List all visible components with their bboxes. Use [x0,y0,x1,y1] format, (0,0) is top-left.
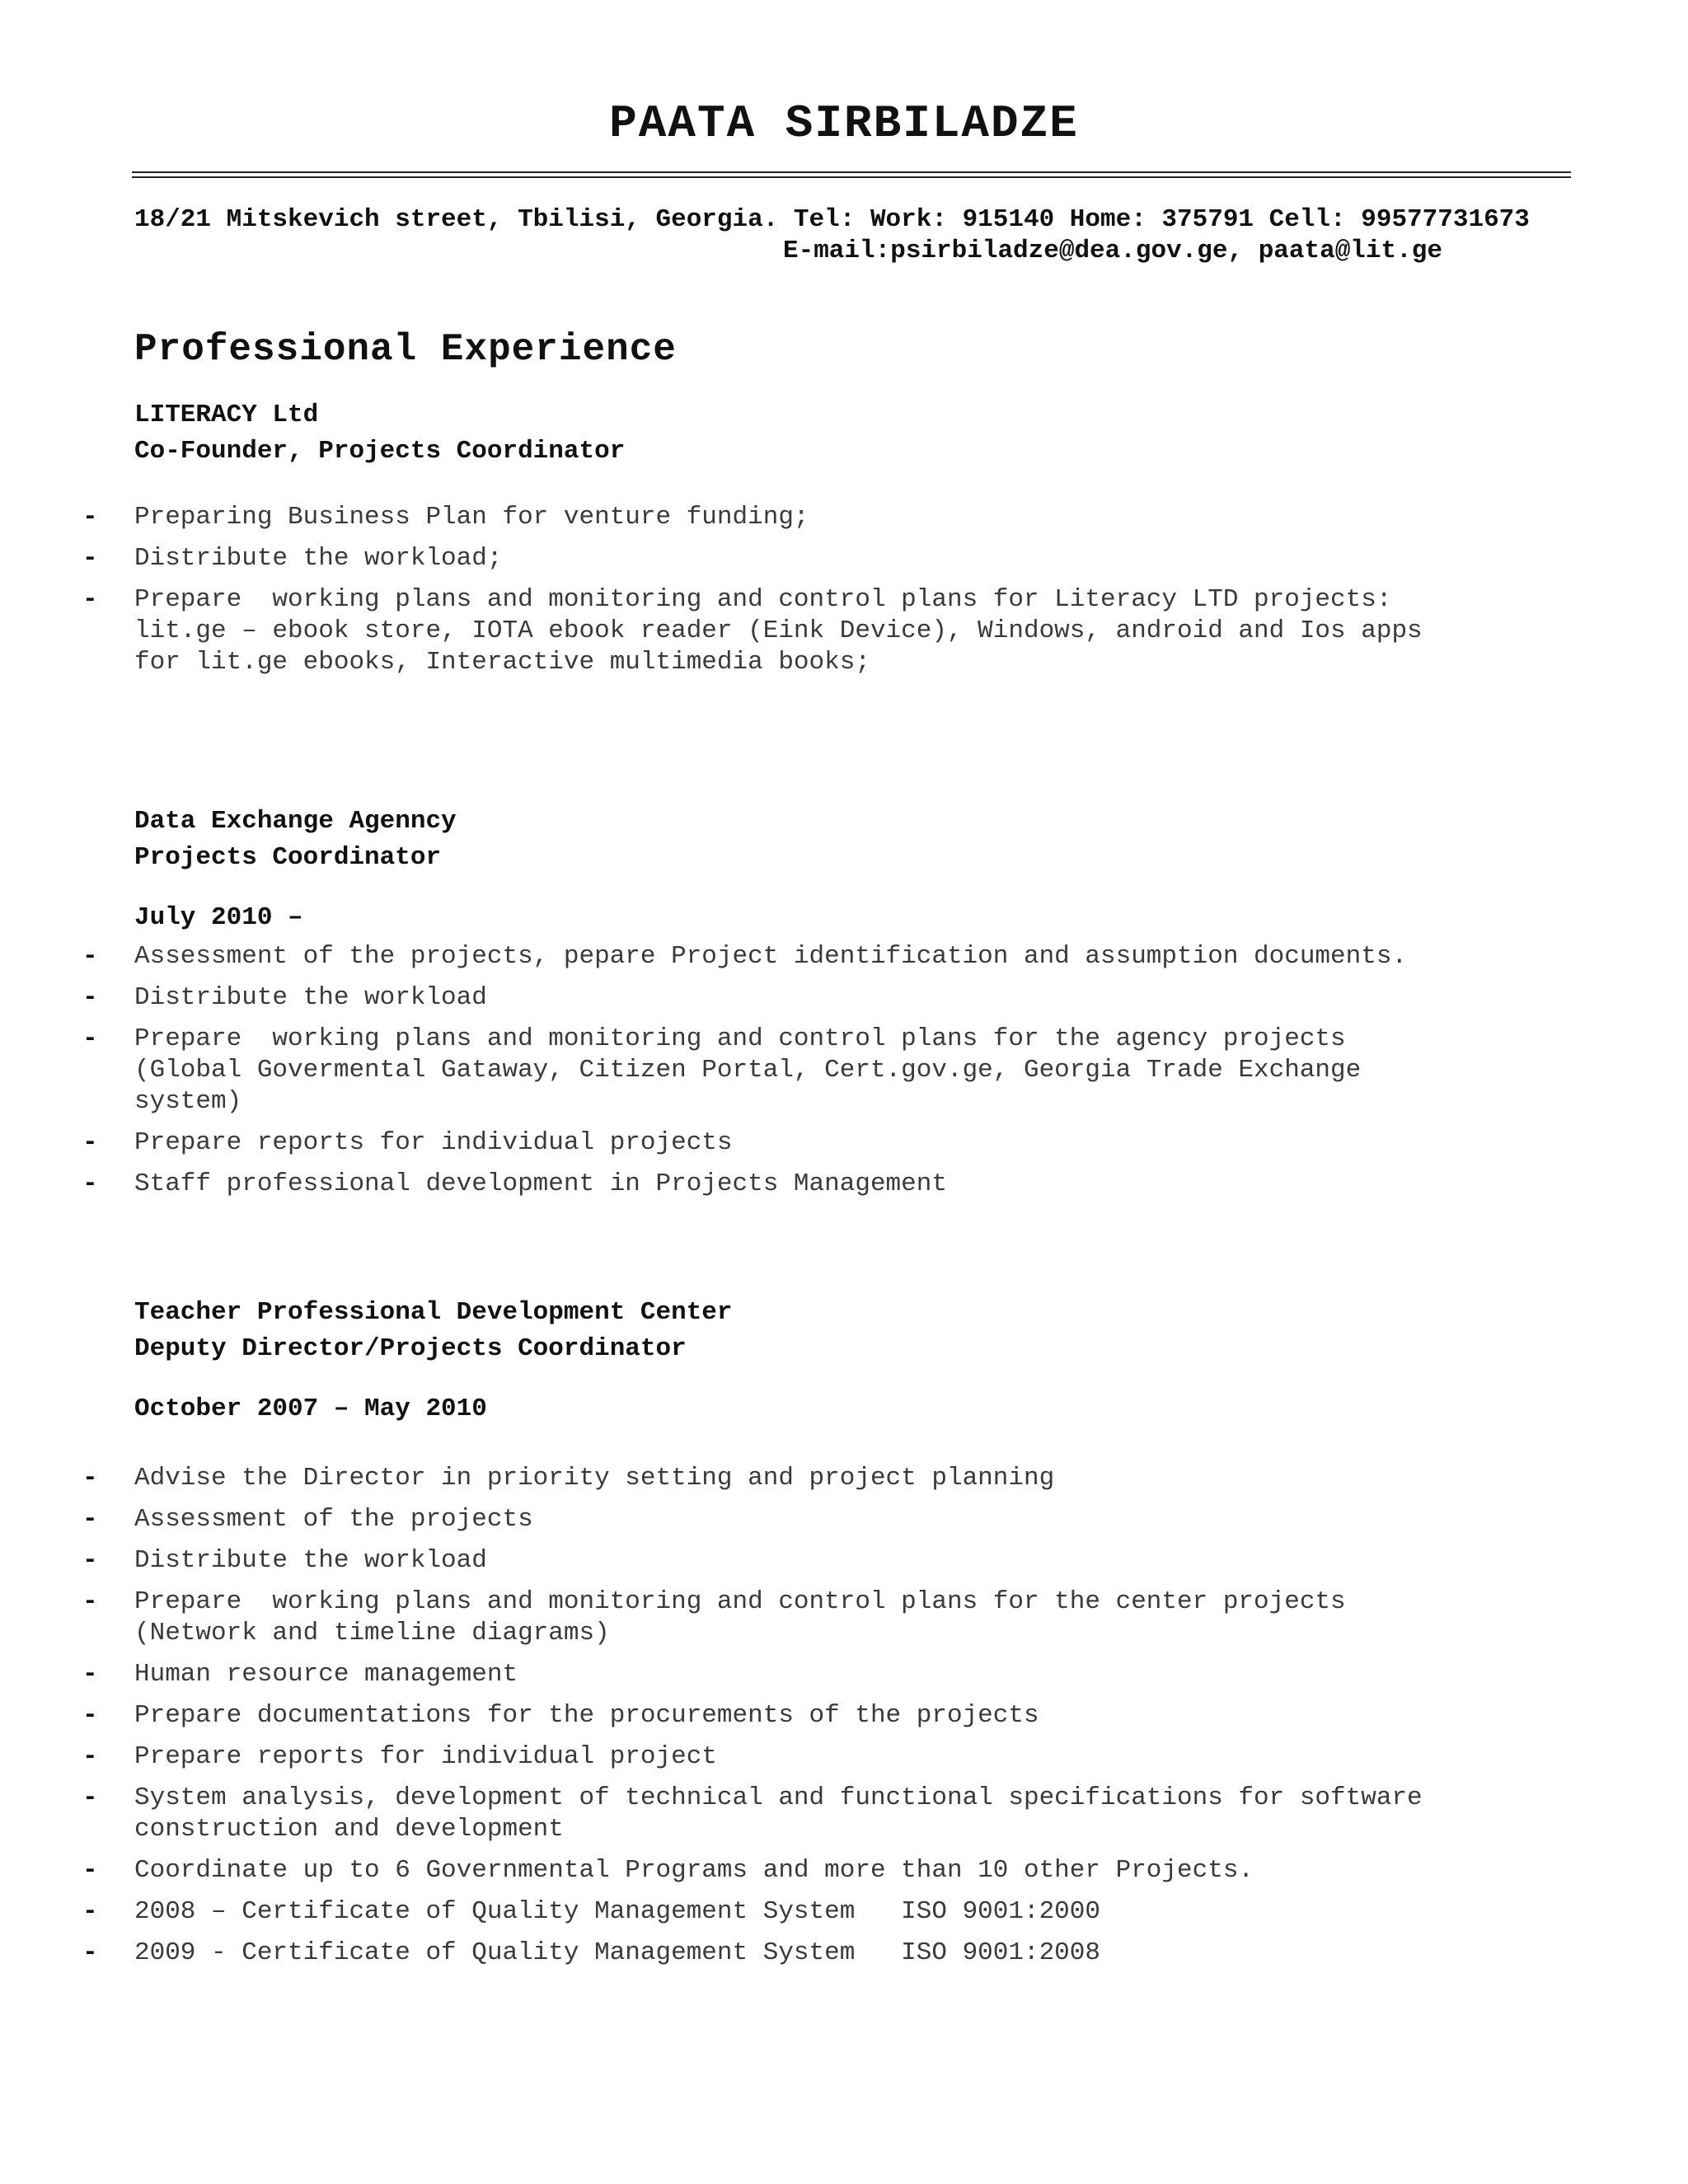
header-divider-top [132,171,1571,173]
list-item [0,543,1688,574]
duty-text: Distribute the workload [134,983,487,1012]
bullet-dash: - [82,1783,98,1812]
list-item [0,941,1688,972]
duty-text: 2009 - Certificate of Quality Management System ISO 9001:2008 [134,1938,1100,1967]
list-item [0,1741,1688,1773]
duty-text: Preparing Business Plan for venture funding; [134,503,809,532]
duty-text: Prepare reports for individual projects [134,1128,733,1157]
bullet-dash: - [82,544,98,573]
bullet-dash: - [82,1024,98,1053]
job-2-dates: July 2010 – [134,903,303,932]
list-item [0,1700,1688,1732]
bullet-dash: - [82,1587,98,1616]
bullet-dash: - [82,1742,98,1771]
bullet-dash: - [82,1856,98,1885]
duty-text: Assessment of the projects, pepare Project identification and assumption documents. [134,942,1408,971]
list-item [0,1463,1688,1494]
duty-text: Staff professional development in Projects Management [134,1169,947,1198]
bullet-dash: - [82,1169,98,1198]
duty-text: Prepare reports for individual project [134,1742,717,1771]
list-item [0,982,1688,1014]
bullet-dash: - [82,983,98,1012]
bullet-dash: - [82,1546,98,1575]
duty-text: Assessment of the projects [134,1505,533,1534]
list-item [0,1024,1688,1118]
list-item [0,1783,1688,1845]
list-item [0,584,1688,678]
job-3-organization: Teacher Professional Development Center [134,1298,733,1327]
list-item [0,1855,1688,1886]
job-2-duties-list [0,941,1688,1210]
bullet-dash: - [82,1464,98,1493]
duty-text: Distribute the workload [134,1546,487,1575]
bullet-dash: - [82,1660,98,1689]
bullet-dash: - [82,1128,98,1157]
list-item [0,1169,1688,1200]
duty-text: Coordinate up to 6 Governmental Programs and more than 10 other Projects. [134,1856,1254,1885]
job-1-duties-list [0,502,1688,688]
list-item [0,1127,1688,1159]
list-item [0,1504,1688,1535]
duty-text: Advise the Director in priority setting and project planning [134,1464,1055,1493]
bullet-dash: - [82,1938,98,1967]
job-3-role: Deputy Director/Projects Coordinator [134,1334,687,1363]
section-title-professional-experience: Professional Experience [134,328,677,371]
duty-text: Distribute the workload; [134,544,503,573]
list-item [0,1659,1688,1690]
duty-text: Prepare working plans and monitoring and control plans for the center projects (Network and timeline diagrams) [134,1587,1346,1647]
job-3-dates: October 2007 – May 2010 [134,1394,487,1423]
bullet-dash: - [82,1897,98,1926]
duty-text: Prepare working plans and monitoring and control plans for the agency projects (Global Govermental Gataway, Citizen Portal, Cert.gov.ge, Georgia Trade Exchange system) [134,1024,1362,1116]
resume-name: PAATA SIRBILADZE [609,97,1079,150]
duty-text: Prepare documentations for the procurements of the projects [134,1701,1039,1730]
job-2-role: Projects Coordinator [134,843,442,872]
bullet-dash: - [82,942,98,971]
list-item [0,1545,1688,1577]
contact-email: E-mail:psirbiladze@dea.gov.ge, paata@lit.ge [783,237,1442,265]
list-item [0,1586,1688,1649]
bullet-dash: - [82,503,98,532]
duty-text: System analysis, development of technical and functional specifications for software construction and development [134,1783,1423,1844]
job-2-organization: Data Exchange Agenncy [134,807,457,836]
job-3-duties-list [0,1463,1688,1979]
list-item [0,1938,1688,1969]
duty-text: Human resource management [134,1660,518,1689]
duty-text: Prepare working plans and monitoring and control plans for Literacy LTD projects: lit.ge – ebook store, IOTA ebook reader (Eink Device), Windows, android and Ios apps for lit.ge ebooks, Interactive multimedia books; [134,585,1423,677]
job-1-role: Co-Founder, Projects Coordinator [134,437,626,466]
header-divider-bottom [132,176,1571,178]
bullet-dash: - [82,585,98,614]
list-item [0,502,1688,533]
list-item [0,1896,1688,1928]
contact-address-phone: 18/21 Mitskevich street, Tbilisi, Georgia. Tel: Work: 915140 Home: 375791 Cell: 99577731673 [134,205,1530,234]
duty-text: 2008 – Certificate of Quality Management System ISO 9001:2000 [134,1897,1100,1926]
bullet-dash: - [82,1505,98,1534]
bullet-dash: - [82,1701,98,1730]
job-1-organization: LITERACY Ltd [134,401,319,429]
